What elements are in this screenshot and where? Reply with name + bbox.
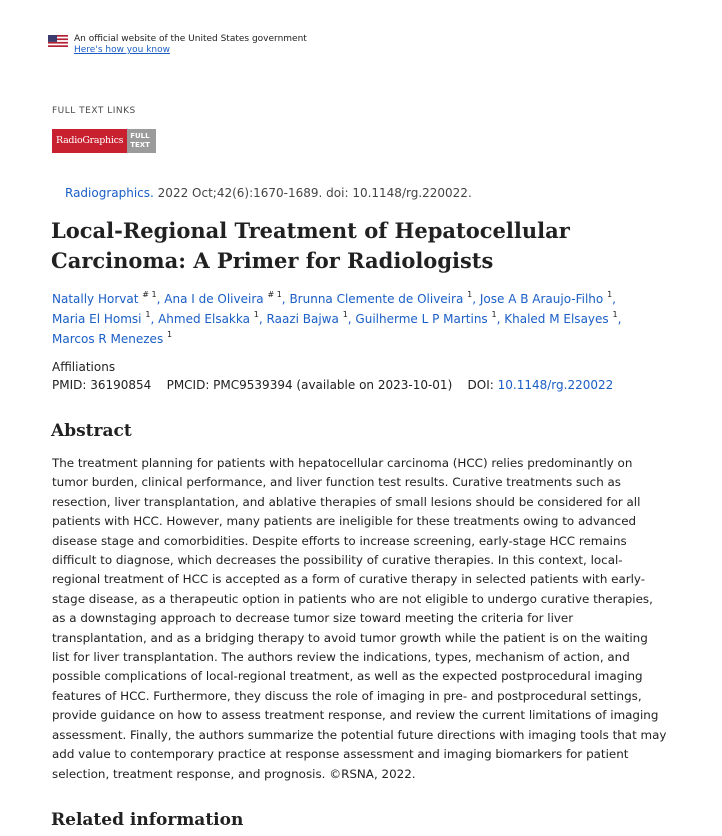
abstract-line: possible complications of local-regional treatment, as well as the expected postprocedural imaging — [52, 669, 643, 684]
abstract-line: as a downstaging approach to decrease tumor size toward meeting the criteria for liver — [52, 611, 574, 626]
full-text-badge-line2: TEXT — [130, 141, 150, 149]
author-affiliation-sup[interactable]: # 1 — [267, 290, 282, 299]
abstract-heading: Abstract — [51, 421, 132, 441]
abstract-line: list for liver transplantation. The authors review the indications, types, mechanism of action, and — [52, 650, 630, 665]
citation — [65, 186, 472, 200]
full-text-links-label: FULL TEXT LINKS — [52, 106, 136, 116]
abstract-line: transplantation, and as a bridging therapy to avoid tumor growth while the patient is on the waiting — [52, 630, 648, 645]
abstract-line: difficult to diagnose, which decreases the possibility of curative therapies. In this context, local- — [52, 553, 623, 568]
heres-how-you-know-link[interactable]: Here's how you know — [74, 45, 170, 55]
abstract-line: add value to contemporary practice at response assessment and imaging biomarkers for patient — [52, 747, 629, 762]
author-link[interactable]: Khaled M Elsayes — [504, 312, 609, 326]
abstract-text — [52, 454, 667, 784]
authors-list: Natally Horvat $^{\# 1}$, Ana I de Oliveira $^{\# 1}$, Brunna Clemente de Oliveira $^1$, Jose A B Araujo-Filho $^1$, Maria El Homsi $^1$, Ahmed Elsakka $^1$, Raazi Bajwa $^1$, Guilherme L P Martins $^1$, Khaled M Elsayes $^1$, Marcos R Menezes $^1$ — [52, 290, 622, 346]
abstract-line: stage disease, as a therapeutic option in patients who are not eligible to undergo curative therapies, — [52, 591, 653, 606]
journal-link[interactable]: Radiographics. — [65, 186, 154, 200]
author-link[interactable]: Ana I de Oliveira — [164, 292, 264, 306]
abstract-line: tumor burden, clinical performance, and liver function test results. Curative treatments such as — [52, 475, 621, 490]
author-link[interactable]: Jose A B Araujo-Filho — [479, 292, 604, 306]
author-link[interactable]: Brunna Clemente de Oliveira — [289, 292, 464, 306]
title-line-2: Carcinoma: A Primer for Radiologists — [51, 248, 494, 273]
author-link[interactable]: Raazi Bajwa — [266, 312, 339, 326]
author-link[interactable]: Natally Horvat — [52, 292, 139, 306]
doi-label: DOI: — [467, 378, 498, 392]
abstract-line: disease stage and comorbidities. Despite efforts to increase screening, early-stage HCC remains — [52, 533, 627, 548]
abstract-line: regional treatment of HCC is accepted as a form of curative therapy in selected patients with early- — [52, 572, 646, 587]
abstract-line: assessment. Finally, the authors summarize the potential future directions with imaging tools that may — [52, 727, 667, 742]
full-text-badge-line1: FULL — [130, 132, 150, 140]
title-line-1: Local-Regional Treatment of Hepatocellular — [51, 218, 570, 243]
us-flag-icon — [48, 35, 68, 47]
abstract-line: resection, liver transplantation, and ablative therapies of small lesions should be considered for all — [52, 494, 641, 509]
author-link[interactable]: Maria El Homsi — [52, 312, 142, 326]
abstract-line: The treatment planning for patients with hepatocellular carcinoma (HCC) relies predominantly on — [52, 456, 633, 470]
related-information-heading: Related information — [51, 810, 244, 830]
abstract-line: selection, treatment response, and prognosis. ©RSNA, 2022. — [52, 766, 416, 781]
author-link[interactable]: Guilherme L P Martins — [355, 312, 488, 326]
author-affiliation-sup[interactable]: 1 — [612, 310, 618, 319]
radiographics-logo: RadioGraphics — [52, 129, 127, 153]
pmcid: PMCID: PMC9539394 (available on 2023-10-01) — [166, 378, 453, 392]
article-ids — [52, 378, 613, 392]
abstract-line: patients with HCC. However, many patients are ineligible for these treatments owing to advanced — [52, 514, 637, 529]
author-link[interactable]: Marcos R Menezes — [52, 332, 164, 346]
author-affiliation-sup[interactable]: 1 — [467, 290, 473, 299]
gov-banner-text: An official website of the United States government — [74, 34, 307, 44]
author-affiliation-sup[interactable]: 1 — [607, 290, 613, 299]
author-link[interactable]: Ahmed Elsakka — [158, 312, 250, 326]
author-affiliation-sup[interactable]: # 1 — [142, 290, 157, 299]
doi-link[interactable]: 10.1148/rg.220022 — [497, 378, 614, 392]
author-affiliation-sup[interactable]: 1 — [145, 310, 151, 319]
pmid: PMID: 36190854 — [52, 378, 152, 392]
author-affiliation-sup[interactable]: 1 — [167, 330, 173, 339]
abstract-line: provide guidance on how to assess treatment response, and review the current limitations of imaging — [52, 708, 659, 723]
author-affiliation-sup[interactable]: 1 — [342, 310, 348, 319]
abstract-line: features of HCC. Furthermore, they discuss the role of imaging in pre- and postprocedural settings, — [52, 688, 642, 703]
affiliations-toggle[interactable]: Affiliations — [52, 360, 116, 374]
full-text-badge — [127, 129, 156, 153]
page-title — [51, 216, 611, 276]
citation-details: 2022 Oct;42(6):1670-1689. doi: 10.1148/rg.220022. — [153, 186, 472, 200]
author-affiliation-sup[interactable]: 1 — [491, 310, 497, 319]
author-affiliation-sup[interactable]: 1 — [253, 310, 259, 319]
radiographics-full-text-link[interactable] — [52, 129, 156, 153]
